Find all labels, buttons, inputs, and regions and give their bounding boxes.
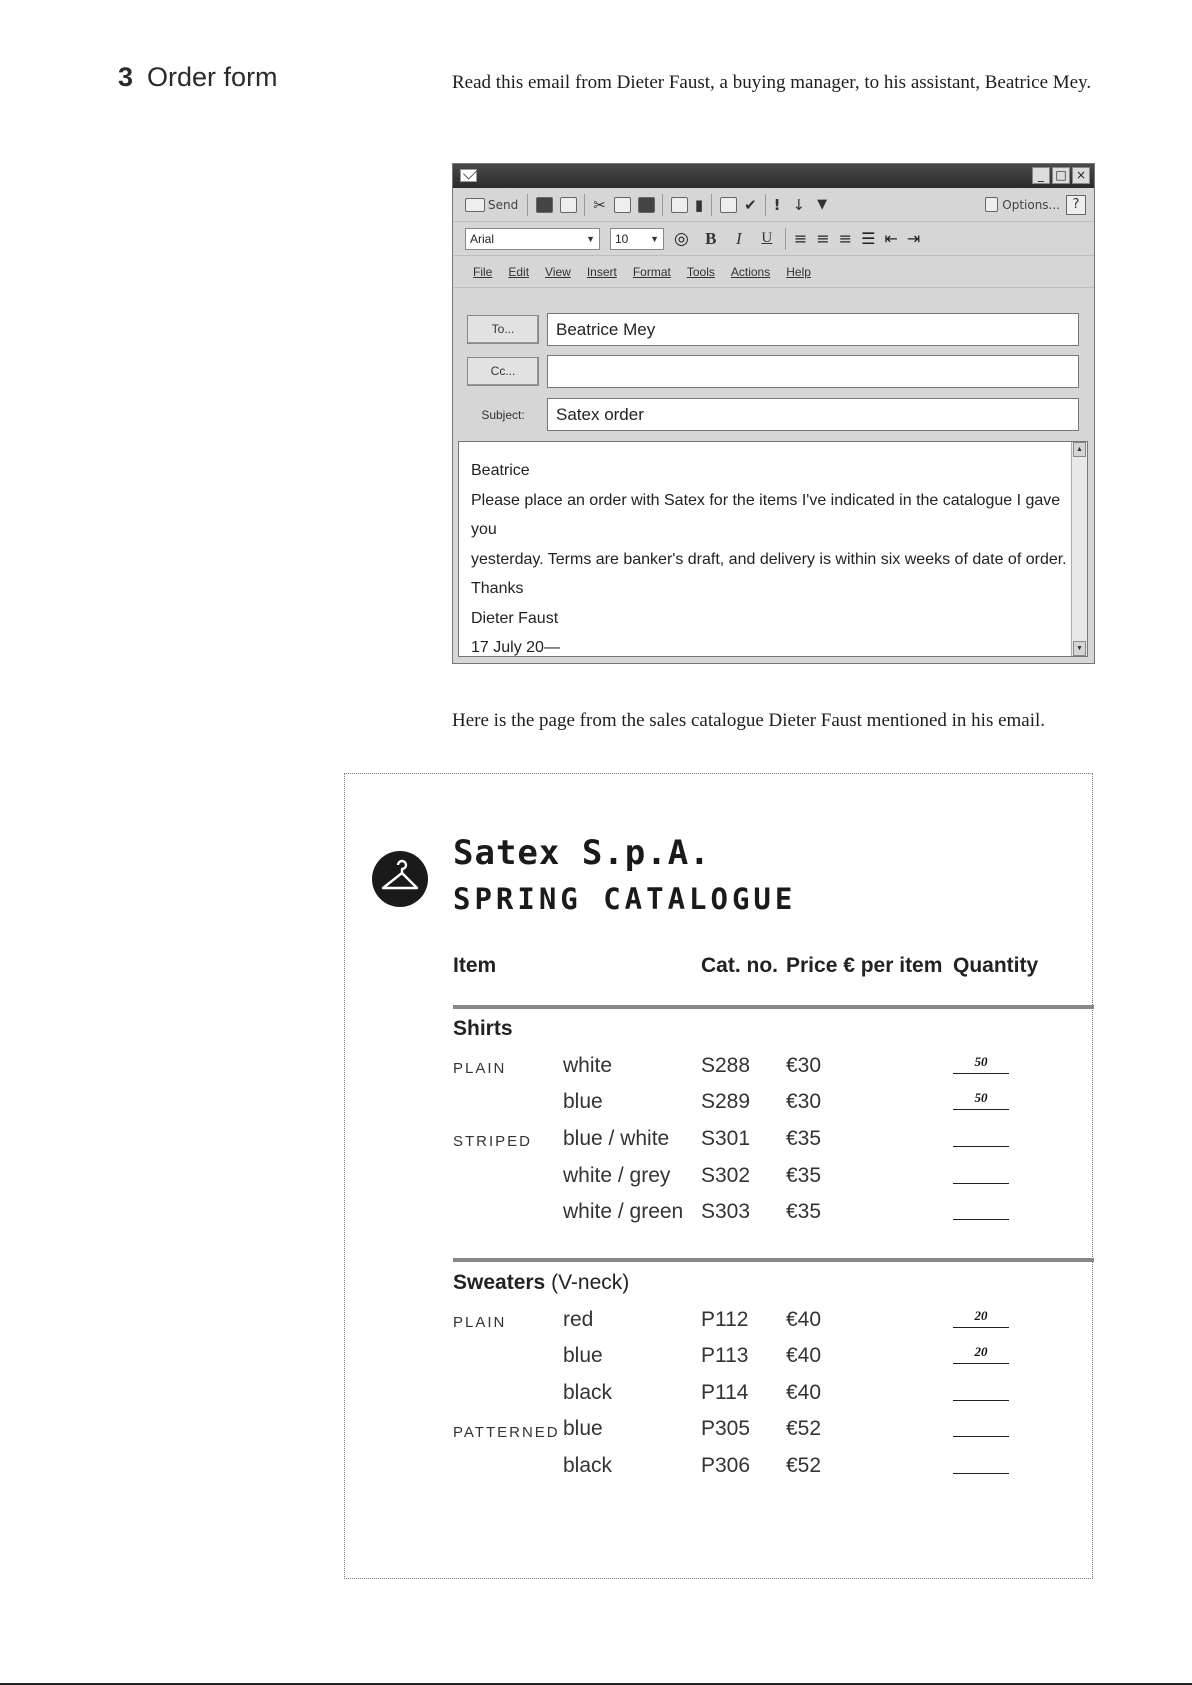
scroll-down-icon[interactable]: ▼	[1073, 641, 1086, 656]
quantity-field[interactable]: 20	[953, 1308, 1009, 1328]
check-names-icon[interactable]: ✔	[744, 195, 757, 214]
body-line: 17 July 20—	[471, 639, 560, 656]
header-price: Price € per item	[786, 954, 943, 977]
menu-item-help[interactable]: Help	[786, 264, 811, 279]
to-field[interactable]: Beatrice Mey	[547, 313, 1079, 346]
header-catno: Cat. no.	[701, 954, 778, 977]
catalogue-caption: Here is the page from the sales catalogue Dieter Faust mentioned in his email.	[452, 710, 1046, 731]
decrease-indent-icon[interactable]: ⇤	[884, 229, 898, 248]
print-icon[interactable]	[560, 197, 577, 213]
format-toolbar	[453, 222, 1094, 256]
scroll-up-icon[interactable]: ▲	[1073, 442, 1086, 457]
menu-item-insert[interactable]: Insert	[586, 264, 617, 279]
body-line: yesterday. Terms are banker's draft, and delivery is within six weeks of date of order.	[471, 550, 1067, 568]
options-icon	[985, 197, 998, 212]
row-colour: blue	[563, 1417, 603, 1440]
row-catno: P306	[701, 1454, 751, 1477]
menu-item-format[interactable]: Format	[632, 264, 671, 279]
increase-indent-icon[interactable]: ⇥	[906, 229, 921, 248]
options-button[interactable]	[985, 197, 1060, 212]
row-price: €35	[786, 1164, 822, 1187]
row-colour: black	[563, 1454, 613, 1477]
row-price: €40	[786, 1344, 822, 1367]
row-colour: white / green	[563, 1200, 684, 1223]
body-line: Beatrice	[471, 462, 530, 479]
underline-button[interactable]: U	[761, 230, 773, 246]
row-colour: blue	[563, 1090, 603, 1113]
email-window	[452, 163, 1095, 664]
row-catno: P114	[701, 1381, 749, 1404]
toolbar-separator	[662, 194, 663, 216]
hanger-logo-icon	[372, 851, 428, 907]
row-price: €35	[786, 1200, 822, 1223]
subject-label: Subject:	[481, 407, 525, 422]
row-price: €30	[786, 1090, 822, 1113]
row-colour: red	[563, 1308, 594, 1331]
row-catno: P113	[701, 1344, 749, 1367]
chevron-down-icon: ▼	[586, 233, 595, 244]
to-button[interactable]: To...	[467, 315, 539, 344]
menu-bar	[453, 256, 1094, 288]
menu-item-edit[interactable]: Edit	[508, 264, 530, 279]
section-heading	[118, 62, 278, 93]
toolbar-separator	[765, 194, 766, 216]
row-catno: S289	[701, 1090, 751, 1113]
font-size-value: 10	[615, 231, 629, 246]
font-color-icon[interactable]: ◎	[674, 228, 689, 249]
chevron-down-icon: ▼	[650, 233, 659, 244]
font-size-select[interactable]	[610, 228, 664, 250]
row-catno: S303	[701, 1200, 751, 1223]
toolbar-separator	[711, 194, 712, 216]
quantity-field[interactable]	[953, 1381, 1009, 1401]
company-name: Satex S.p.A.	[453, 833, 711, 873]
address-book-icon[interactable]	[720, 197, 737, 213]
menu-item-tools[interactable]: Tools	[686, 264, 715, 279]
cc-field[interactable]	[547, 355, 1079, 388]
row-catno: P112	[701, 1308, 749, 1331]
divider	[453, 1005, 1094, 1009]
italic-button[interactable]: I	[736, 228, 742, 248]
align-center-icon[interactable]: ≡	[816, 229, 830, 248]
row-price: €30	[786, 1054, 822, 1077]
subgroup-label: STRIPED	[453, 1133, 533, 1150]
bold-button[interactable]: B	[705, 228, 717, 248]
send-icon	[465, 198, 485, 212]
copy-icon[interactable]	[614, 197, 631, 213]
quantity-field[interactable]	[953, 1164, 1009, 1184]
quantity-field[interactable]	[953, 1417, 1009, 1437]
row-price: €40	[786, 1381, 822, 1404]
row-colour: white	[563, 1054, 613, 1077]
attach-icon[interactable]: ▮	[694, 195, 704, 214]
to-row	[467, 313, 1079, 346]
row-catno: S301	[701, 1127, 751, 1150]
body-line: Dieter Faust	[471, 609, 559, 627]
envelope-icon	[460, 169, 477, 182]
toolbar-separator	[785, 228, 786, 250]
help-button[interactable]: ?	[1066, 195, 1086, 215]
align-right-icon[interactable]: ≡	[838, 229, 853, 248]
subgroup-label: PLAIN	[453, 1314, 507, 1331]
paste-icon[interactable]	[638, 197, 655, 213]
message-body[interactable]	[458, 441, 1088, 657]
row-price: €52	[786, 1417, 822, 1440]
row-price: €52	[786, 1454, 822, 1477]
cc-row	[467, 355, 1079, 388]
row-catno: P305	[701, 1417, 751, 1440]
row-colour: black	[563, 1381, 613, 1404]
email-toolbar	[453, 188, 1094, 222]
subject-field[interactable]: Satex order	[547, 398, 1079, 431]
quantity-field[interactable]	[953, 1454, 1009, 1474]
row-catno: S302	[701, 1164, 751, 1187]
font-value: Arial	[470, 231, 495, 246]
low-importance-icon[interactable]: ↓	[792, 195, 806, 214]
row-colour: blue / white	[563, 1127, 670, 1150]
insert-file-icon[interactable]	[671, 197, 688, 213]
group-shirts	[453, 1017, 513, 1041]
body-line: Thanks	[471, 580, 524, 597]
maximize-button[interactable]: □	[1052, 167, 1070, 184]
subgroup-label: PATTERNED	[453, 1424, 560, 1441]
subject-row	[467, 398, 1079, 431]
email-titlebar	[453, 164, 1094, 188]
group-note: (V-neck)	[551, 1271, 630, 1294]
font-select[interactable]	[465, 228, 600, 250]
align-left-icon[interactable]: ≡	[793, 229, 808, 248]
quantity-field[interactable]: 50	[953, 1054, 1009, 1074]
row-catno: S288	[701, 1054, 751, 1077]
divider	[453, 1258, 1094, 1262]
header-item: Item	[453, 954, 497, 977]
group-label: Sweaters	[453, 1271, 546, 1294]
quantity-field[interactable]	[953, 1200, 1009, 1220]
quantity-field[interactable]: 50	[953, 1090, 1009, 1110]
row-colour: blue	[563, 1344, 603, 1367]
menu-item-actions[interactable]: Actions	[730, 264, 771, 279]
group-sweaters	[453, 1271, 629, 1295]
flag-icon[interactable]: ▼	[817, 197, 828, 212]
cc-button[interactable]: Cc...	[467, 357, 539, 386]
send-button[interactable]	[465, 198, 518, 212]
cut-icon[interactable]: ✂	[593, 195, 606, 214]
send-label: Send	[488, 197, 519, 212]
options-label: Options...	[1002, 197, 1060, 212]
save-icon[interactable]	[536, 197, 553, 213]
toolbar-separator	[584, 194, 585, 216]
body-line: Please place an order with Satex for the items I've indicated in the catalogue I gave you	[471, 491, 1061, 538]
close-button[interactable]: ×	[1072, 167, 1090, 184]
intro-text: Read this email from Dieter Faust, a buying manager, to his assistant, Beatrice Mey.	[452, 72, 1092, 93]
toolbar-separator	[527, 194, 528, 216]
header-quantity: Quantity	[953, 954, 1039, 977]
scrollbar[interactable]	[1071, 442, 1087, 656]
row-colour: white / grey	[563, 1164, 671, 1187]
catalogue-title: SPRING CATALOGUE	[453, 882, 797, 916]
bullets-icon[interactable]: ☰	[861, 229, 876, 248]
section-number: 3	[118, 62, 134, 92]
high-importance-icon[interactable]: !	[773, 195, 781, 214]
window-controls	[1032, 167, 1090, 184]
row-price: €40	[786, 1308, 822, 1331]
quantity-field[interactable]: 20	[953, 1344, 1009, 1364]
subgroup-label: PLAIN	[453, 1060, 507, 1077]
row-price: €35	[786, 1127, 822, 1150]
quantity-field[interactable]	[953, 1127, 1009, 1147]
minimize-button[interactable]: _	[1032, 167, 1050, 184]
group-label: Shirts	[453, 1017, 513, 1040]
catalogue-page	[344, 773, 1093, 1579]
menu-item-file[interactable]: File	[473, 264, 493, 279]
section-title: Order form	[147, 62, 278, 92]
menu-item-view[interactable]: View	[545, 264, 571, 279]
